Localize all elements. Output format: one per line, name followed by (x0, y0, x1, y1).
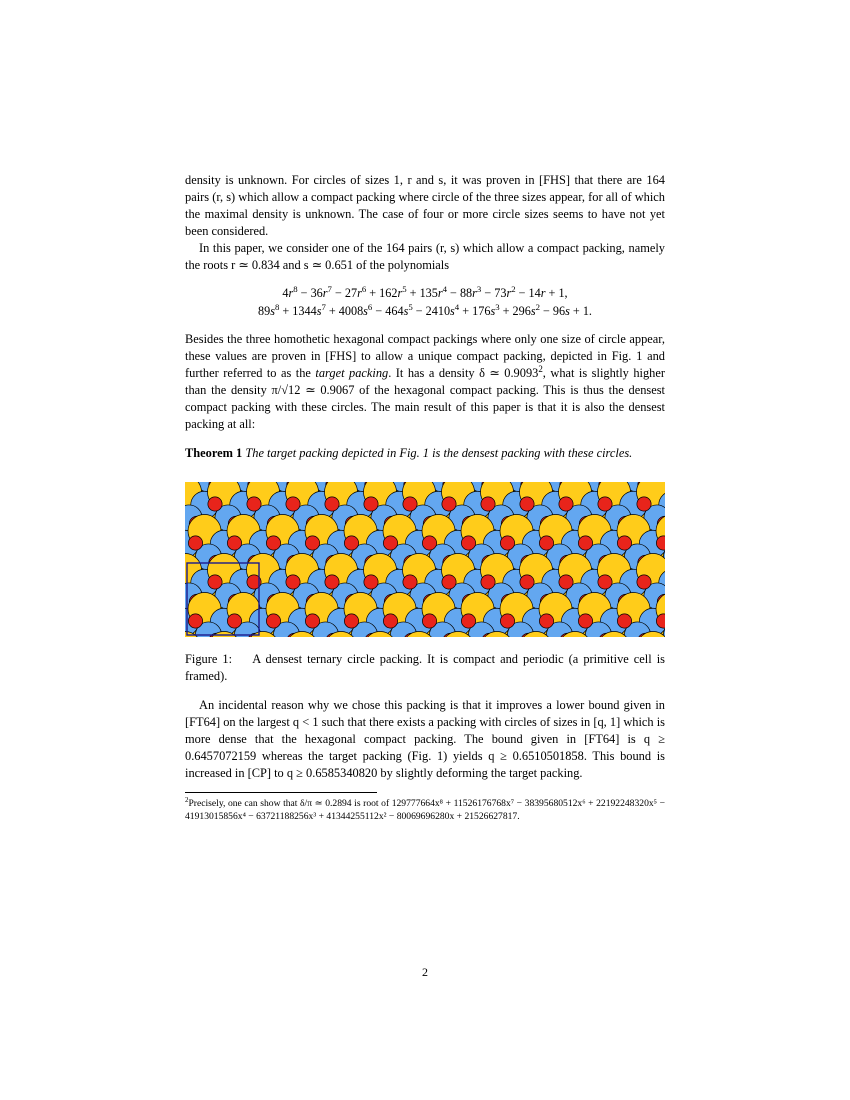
figure-image (185, 482, 665, 637)
paragraph-3-part3: , what is slightly higher than the density π/√12 ≃ 0.9067 of the hexagonal compact packing. This is thus the densest compact packing with these circles. The main result of this paper is that it is also the densest packing at all: (185, 365, 665, 431)
footnote-marker: 2 (538, 363, 543, 374)
term-target-packing: target packing (315, 365, 389, 380)
paragraph-3 (185, 331, 665, 433)
figure-caption-text: A densest ternary circle packing. It is compact and periodic (a primitive cell is framed). (185, 651, 666, 683)
equation-line-1: $4r^8 - 36r^7 - 27r^6 + 162r^5 + 135r^4 - 88r^3 - 73r^2 - 14r + 1$, (282, 283, 568, 300)
figure-1 (185, 482, 665, 685)
page-number: 2 (422, 965, 428, 979)
figure-caption-label: Figure 1: (185, 651, 233, 666)
footnote-number: 2 (185, 796, 189, 804)
equation-block (185, 283, 665, 319)
theorem-1 (185, 445, 665, 462)
paragraph-1: density is unknown. For circles of sizes 1, r and s, it was proven in [FHS] that there are 164 pairs (r, s) which allow a compact packing where circle of the three sizes appear, for all of which the maximal density is unknown. The case of four or more circle sizes seems to have not yet been considered. (185, 173, 665, 238)
equation-line-2: $89s^8 + 1344s^7 + 4008s^6 - 464s^5 - 2410s^4 + 176s^3 + 296s^2 - 96s + 1$. (258, 301, 592, 318)
theorem-statement: The target packing depicted in Fig. 1 is the densest packing with these circles. (245, 445, 633, 460)
figure-caption (185, 651, 665, 685)
paragraph-3-part2: . It has a density δ ≃ 0.9093 (388, 365, 539, 380)
paragraph-2: In this paper, we consider one of the 164 pairs (r, s) which allow a compact packing, namely the roots r ≃ 0.834 and s ≃ 0.651 of the polynomials (185, 240, 665, 272)
theorem-heading: Theorem 1 (185, 445, 243, 460)
paragraph-5: An incidental reason why we chose this packing is that it improves a lower bound given in [FT64] on the largest q < 1 such that there exists a packing with circles of sizes in [q, 1] which is more dense that the hexagonal compact packing. The bound given in [FT64] is q ≥ 0.6457072159 whereas the target packing (Fig. 1) yields q ≥ 0.6510501858. This bound is increased in [CP] to q ≥ 0.6585340820 by slightly deforming the target packing. (185, 697, 665, 780)
circle-packing-illustration (185, 482, 665, 637)
footnote-text (185, 798, 665, 824)
paragraph-3-part1: Besides the three homothetic hexagonal compact packings where only one size of circle appear, these values are proven in [FHS] to allow a unique compact packing, depicted in Fig. 1 and further referred to as the (185, 331, 665, 380)
page-content (185, 172, 665, 824)
footnote-divider (185, 792, 377, 793)
footnote-body: Precisely, one can show that δ/π ≃ 0.2894 is root of 129777664x⁸ + 11526176768x⁷ − 38395680512x⁶ + 22192248320x⁵ − 41913015856x⁴ − 63721188256x³ + 41344255112x² − 80069696280x + 21526627817. (185, 797, 665, 822)
